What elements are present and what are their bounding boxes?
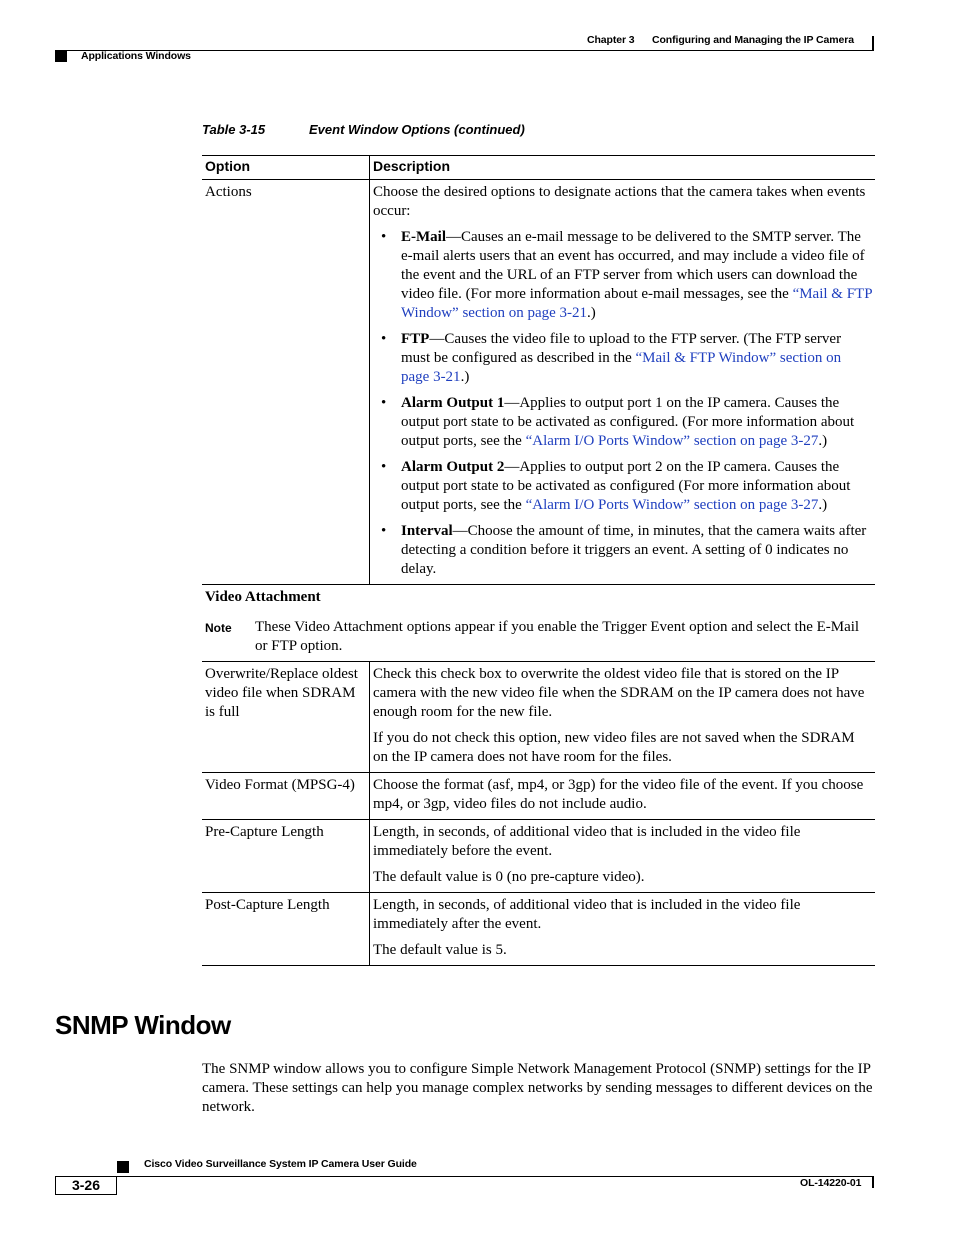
description-paragraph: The default value is 5.	[373, 942, 507, 958]
bullet-text: —Applies to output port 2 on the IP camera. Causes the output port state to be activated as configured (For more information about output ports, see the	[401, 459, 851, 513]
column-header-description: Description	[373, 158, 451, 174]
description-paragraph: Length, in seconds, of additional video that is included in the video file immediately before the event.	[373, 824, 801, 859]
bullet-term: Alarm Output 1	[401, 395, 505, 411]
header-block-marker	[55, 51, 67, 62]
link-alarm-io-ports-window[interactable]: “Alarm I/O Ports Window” section on page 3-27	[525, 433, 819, 449]
footer-doc-id: OL-14220-01	[800, 1177, 862, 1189]
bullet-icon: •	[381, 395, 387, 411]
section-body: The SNMP window allows you to configure Simple Network Management Protocol (SNMP) settings for the IP camera. These settings can help you manage complex networks by sending messages to different devices on the network.	[202, 1061, 873, 1115]
option-pre-capture: Pre-Capture Length	[202, 820, 370, 892]
table-row-actions	[202, 180, 875, 585]
description-paragraph: Choose the format (asf, mp4, or 3gp) for the video file of the event. If you choose mp4, or 3gp, video files do not include audio.	[373, 777, 864, 812]
table-caption-number: Table 3-15	[202, 122, 266, 137]
link-alarm-io-ports-window[interactable]: “Alarm I/O Ports Window” section on page 3-27	[525, 497, 819, 513]
option-overwrite: Overwrite/Replace oldest video file when SDRAM is full	[202, 662, 370, 772]
bullet-alarm-output-2	[373, 458, 872, 515]
bullet-ftp	[373, 330, 872, 387]
bullet-text: —Choose the amount of time, in minutes, that the camera waits after detecting a condition before it triggers an event. A setting of 0 indicates no delay.	[401, 523, 867, 577]
bullet-icon: •	[381, 459, 387, 475]
bullet-icon: •	[381, 229, 387, 245]
footer-rule	[117, 1176, 874, 1177]
bullet-term: E-Mail	[401, 229, 446, 245]
description-paragraph: If you do not check this option, new video files are not saved when the SDRAM on the IP camera does not have room for the files.	[373, 730, 855, 765]
bullet-icon: •	[381, 523, 387, 539]
column-header-option: Option	[202, 156, 370, 179]
bullet-text: —Causes an e-mail message to be delivered to the SMTP server. The e-mail alerts users that an event has occurred, and may include a video file of the event and the URL of an FTP server from which users can download the video file. (For more information about e-mail messages, see the	[401, 229, 865, 302]
bullet-term: FTP	[401, 331, 430, 347]
option-post-capture: Post-Capture Length	[202, 893, 370, 965]
table-row-overwrite	[202, 662, 875, 773]
table-row-post-capture	[202, 893, 875, 966]
table-row-video-format	[202, 773, 875, 820]
bullet-after: .)	[818, 433, 828, 449]
link-mail-ftp-window[interactable]: “Mail & FTP Window” section on page 3-21	[401, 350, 842, 385]
header-section: Applications Windows	[81, 50, 191, 62]
event-options-table	[202, 155, 875, 966]
actions-description	[370, 180, 875, 584]
bullet-icon: •	[381, 331, 387, 347]
bullet-after: .)	[587, 305, 596, 321]
post-capture-description	[370, 893, 875, 965]
link-mail-ftp-window[interactable]: “Mail & FTP Window” section on page 3-21	[401, 286, 873, 321]
footer-page-number: 3-26	[55, 1176, 117, 1195]
header-vertical-bar	[872, 36, 874, 50]
description-paragraph: Check this check box to overwrite the oldest video file that is stored on the IP camera with the new video file when the SDRAM on the IP camera does not have enough room for the new file.	[373, 666, 865, 720]
bullet-after: .)	[818, 497, 828, 513]
table-caption-title: Event Window Options (continued)	[309, 122, 525, 137]
header-chapter: Chapter 3	[587, 34, 635, 46]
bullet-email	[373, 228, 872, 323]
footer-vertical-bar	[872, 1176, 874, 1188]
bullet-text: —Applies to output port 1 on the IP camera. Causes the output port state to be activated as configured. (For more information about output ports, see the	[401, 395, 855, 449]
actions-intro: Choose the desired options to designate actions that the camera takes when events occur:	[373, 184, 866, 219]
bullet-term: Interval	[401, 523, 453, 539]
description-paragraph: The default value is 0 (no pre-capture video).	[373, 869, 645, 885]
bullet-interval	[373, 522, 872, 579]
video-attachment-heading-text: Video Attachment	[205, 589, 321, 605]
video-attachment-heading	[202, 585, 875, 612]
footer-block-marker	[117, 1161, 129, 1173]
note-block	[202, 612, 875, 662]
footer-guide-title: Cisco Video Surveillance System IP Camera User Guide	[144, 1158, 417, 1170]
note-label: Note	[205, 621, 232, 635]
bullet-term: Alarm Output 2	[401, 459, 505, 475]
description-paragraph: Length, in seconds, of additional video that is included in the video file immediately after the event.	[373, 897, 801, 932]
bullet-after: .)	[460, 369, 470, 385]
table-header-row	[202, 155, 875, 180]
actions-bullet-list	[373, 228, 872, 579]
bullet-alarm-output-1	[373, 394, 872, 451]
overwrite-description	[370, 662, 875, 772]
table-row-pre-capture	[202, 820, 875, 893]
option-actions: Actions	[202, 180, 370, 584]
bullet-text: —Causes the video file to upload to the FTP server. (The FTP server must be configured as described in the	[401, 331, 842, 366]
option-video-format: Video Format (MPSG-4)	[202, 773, 370, 819]
header-chapter-title: Configuring and Managing the IP Camera	[652, 34, 854, 46]
section-title: SNMP Window	[55, 1010, 231, 1040]
pre-capture-description	[370, 820, 875, 892]
video-format-description	[370, 773, 875, 819]
note-text: These Video Attachment options appear if you enable the Trigger Event option and select the E-Mail or FTP option.	[255, 619, 860, 654]
